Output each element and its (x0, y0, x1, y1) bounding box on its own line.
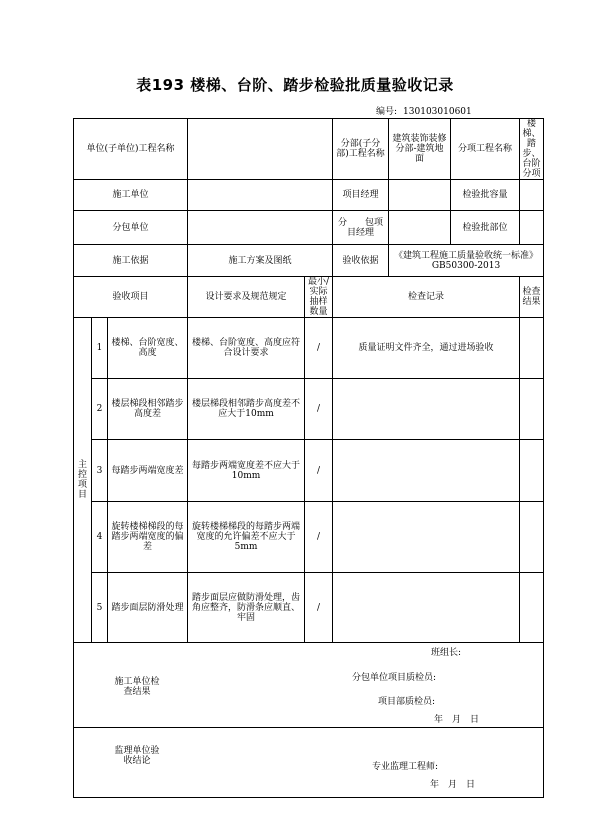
header-row-2 (74, 180, 544, 211)
row-item: 每踏步两端宽度差 (108, 440, 188, 502)
header-row-3 (74, 211, 544, 245)
row-result[interactable] (520, 440, 544, 502)
batch-location-label: 检验批部位 (451, 211, 520, 245)
construction-check-label: 施工单位检查结果 (114, 677, 160, 697)
supervision-label: 监理单位验收结论 (114, 746, 160, 766)
item-value[interactable]: 楼梯、踏步、台阶分项 (520, 119, 544, 180)
row-item: 踏步面层防滑处理 (108, 573, 188, 643)
row-sample[interactable]: / (305, 573, 333, 643)
row-no: 4 (92, 502, 108, 573)
row-result[interactable] (520, 573, 544, 643)
batch-location-value[interactable] (520, 211, 544, 245)
subdivision-value[interactable]: 建筑装饰装修分部-建筑地面 (389, 119, 451, 180)
project-manager-value[interactable] (389, 180, 451, 211)
item-label: 分项工程名称 (451, 119, 520, 180)
subcontract-unit-label: 分包单位 (74, 211, 188, 245)
row-no: 5 (92, 573, 108, 643)
row-result[interactable] (520, 502, 544, 573)
code-value: 130103010601 (403, 107, 472, 117)
subcontract-unit-value[interactable] (188, 211, 333, 245)
construction-date: 年 月 日 (434, 715, 480, 725)
inspector-label: 项目部质检员: (378, 697, 436, 707)
inspection-form (73, 118, 544, 798)
subcontract-manager-label: 分 包项目经理 (333, 211, 389, 245)
row-no: 2 (92, 379, 108, 440)
table-row (74, 379, 544, 440)
row-requirement: 楼梯、台阶宽度、高度应符合设计要求 (188, 318, 305, 379)
acceptance-basis-label: 验收依据 (333, 245, 389, 277)
header-row-4 (74, 245, 544, 277)
row-sample[interactable]: / (305, 440, 333, 502)
row-no: 3 (92, 440, 108, 502)
row-requirement: 楼层梯段相邻踏步高度差不应大于10mm (188, 379, 305, 440)
row-record[interactable] (333, 573, 520, 643)
batch-capacity-label: 检验批容量 (451, 180, 520, 211)
row-requirement: 旋转楼梯梯段的每踏步两端宽度的允许偏差不应大于5mm (188, 502, 305, 573)
code-label: 编号: (376, 107, 398, 117)
col-sample: 最小/实际抽样数量 (305, 277, 333, 318)
row-item: 旋转楼梯梯段的每踏步两端宽度的偏差 (108, 502, 188, 573)
supervision-cell (74, 728, 544, 798)
row-record[interactable] (333, 379, 520, 440)
form-code (376, 104, 472, 117)
col-item: 验收项目 (74, 277, 188, 318)
row-sample[interactable]: / (305, 502, 333, 573)
row-record[interactable]: 质量证明文件齐全，通过进场验收 (333, 318, 520, 379)
basis-label: 施工依据 (74, 245, 188, 277)
row-requirement: 踏步面层应做防滑处理，齿角应整齐，防滑条应顺直、牢固 (188, 573, 305, 643)
construction-unit-label: 施工单位 (74, 180, 188, 211)
row-sample[interactable]: / (305, 318, 333, 379)
col-result: 检查结果 (520, 277, 544, 318)
supervision-engineer-label: 专业监理工程师: (372, 762, 439, 772)
project-manager-label: 项目经理 (333, 180, 389, 211)
row-item: 楼梯、台阶宽度、高度 (108, 318, 188, 379)
subcontract-manager-value[interactable] (389, 211, 451, 245)
table-row (74, 502, 544, 573)
acceptance-basis-value: 《建筑工程施工质量验收统一标准》GB50300-2013 (389, 245, 544, 277)
unit-value[interactable] (188, 119, 333, 180)
row-record[interactable] (333, 502, 520, 573)
table-row (74, 440, 544, 502)
supervision-date: 年 月 日 (430, 780, 476, 790)
table-row (74, 573, 544, 643)
col-record: 检查记录 (333, 277, 520, 318)
row-result[interactable] (520, 318, 544, 379)
row-item: 楼层梯段相邻踏步高度差 (108, 379, 188, 440)
team-leader-label: 班组长: (431, 648, 462, 658)
batch-capacity-value[interactable] (520, 180, 544, 211)
construction-check-row (74, 643, 544, 728)
header-row-1 (74, 119, 544, 180)
column-header-row (74, 277, 544, 318)
subdivision-label: 分部(子分部)工程名称 (333, 119, 389, 180)
main-control-label: 主控项目 (74, 318, 92, 643)
construction-check-cell (74, 643, 544, 728)
row-no: 1 (92, 318, 108, 379)
row-sample[interactable]: / (305, 379, 333, 440)
sub-inspector-label: 分包单位项目质检员: (352, 673, 437, 683)
supervision-row (74, 728, 544, 798)
unit-label: 单位(子单位)工程名称 (74, 119, 188, 180)
col-requirement: 设计要求及规范规定 (188, 277, 305, 318)
construction-unit-value[interactable] (188, 180, 333, 211)
table-row (74, 318, 544, 379)
row-requirement: 每踏步两端宽度差不应大于10mm (188, 440, 305, 502)
row-record[interactable] (333, 440, 520, 502)
row-result[interactable] (520, 379, 544, 440)
basis-value: 施工方案及图纸 (188, 245, 333, 277)
page-title: 表193 楼梯、台阶、踏步检验批质量验收记录 (136, 76, 454, 94)
